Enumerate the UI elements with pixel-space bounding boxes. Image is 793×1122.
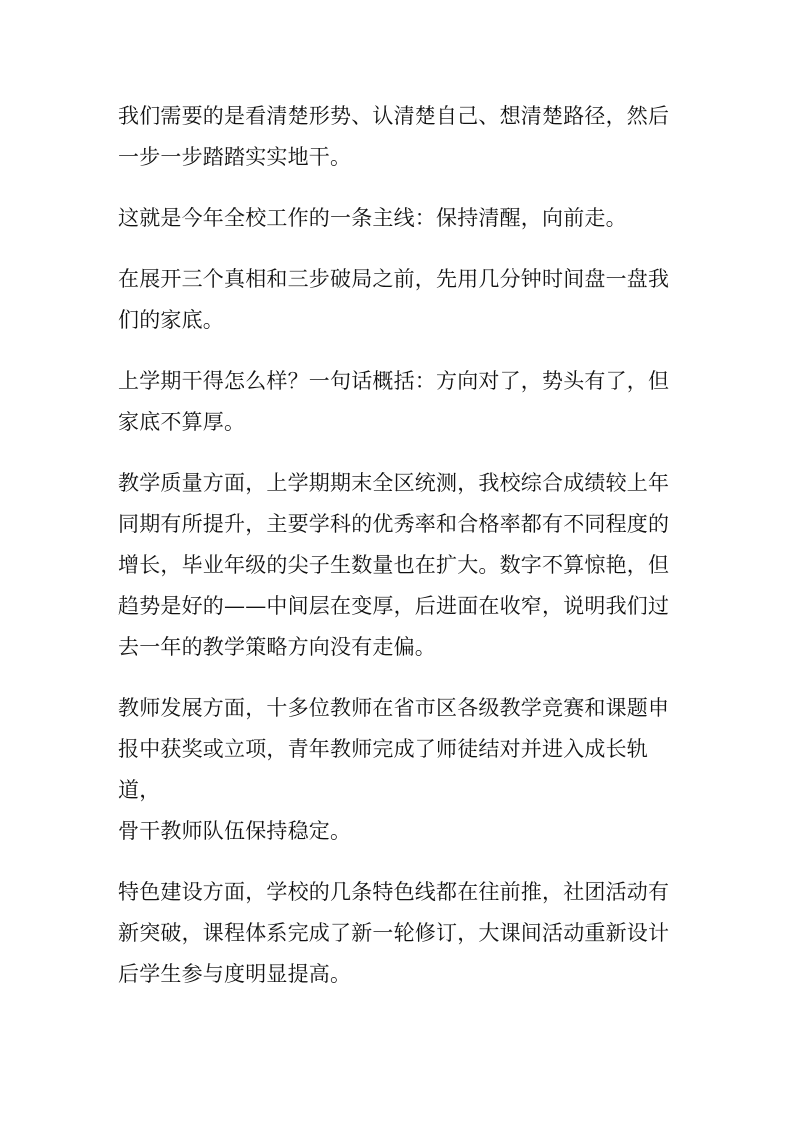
paragraph-review-intro: 在展开三个真相和三步破局之前，先用几分钟时间盘一盘我 们的家底。 <box>118 267 670 332</box>
document-page <box>118 96 678 995</box>
paragraph-teacher-development: 教师发展方面，十多位教师在省市区各级教学竞赛和课题申 报中获奖或立项，青年教师完成了师徒结对并进入成长轨道， 骨干教师队伍保持稳定。 <box>118 696 670 843</box>
paragraph-featured-development: 特色建设方面，学校的几条特色线都在往前推，社团活动有 新突破，课程体系完成了新一轮修订，大课间活动重新设计 后学生参与度明显提高。 <box>118 880 670 986</box>
paragraph-summary-intro: 我们需要的是看清楚形势、认清楚自己、想清楚路径，然后 一步一步踏踏实实地干。 <box>118 104 670 169</box>
paragraph-main-line: 这就是今年全校工作的一条主线：保持清醒，向前走。 <box>118 206 627 230</box>
paragraph-teaching-quality: 教学质量方面，上学期期末全区统测，我校综合成绩较上年 同期有所提升，主要学科的优秀率和合格率都有不同程度的 增长，毕业年级的尖子生数量也在扩大。数字不算惊艳，但 趋势是好的——中间层在变厚，后进面在收窄，说明我们过 去一年的教学策略方向没有走偏。 <box>118 471 670 659</box>
paragraph-last-term-overview: 上学期干得怎么样？一句话概括：方向对了，势头有了，但 家底不算厚。 <box>118 369 670 434</box>
